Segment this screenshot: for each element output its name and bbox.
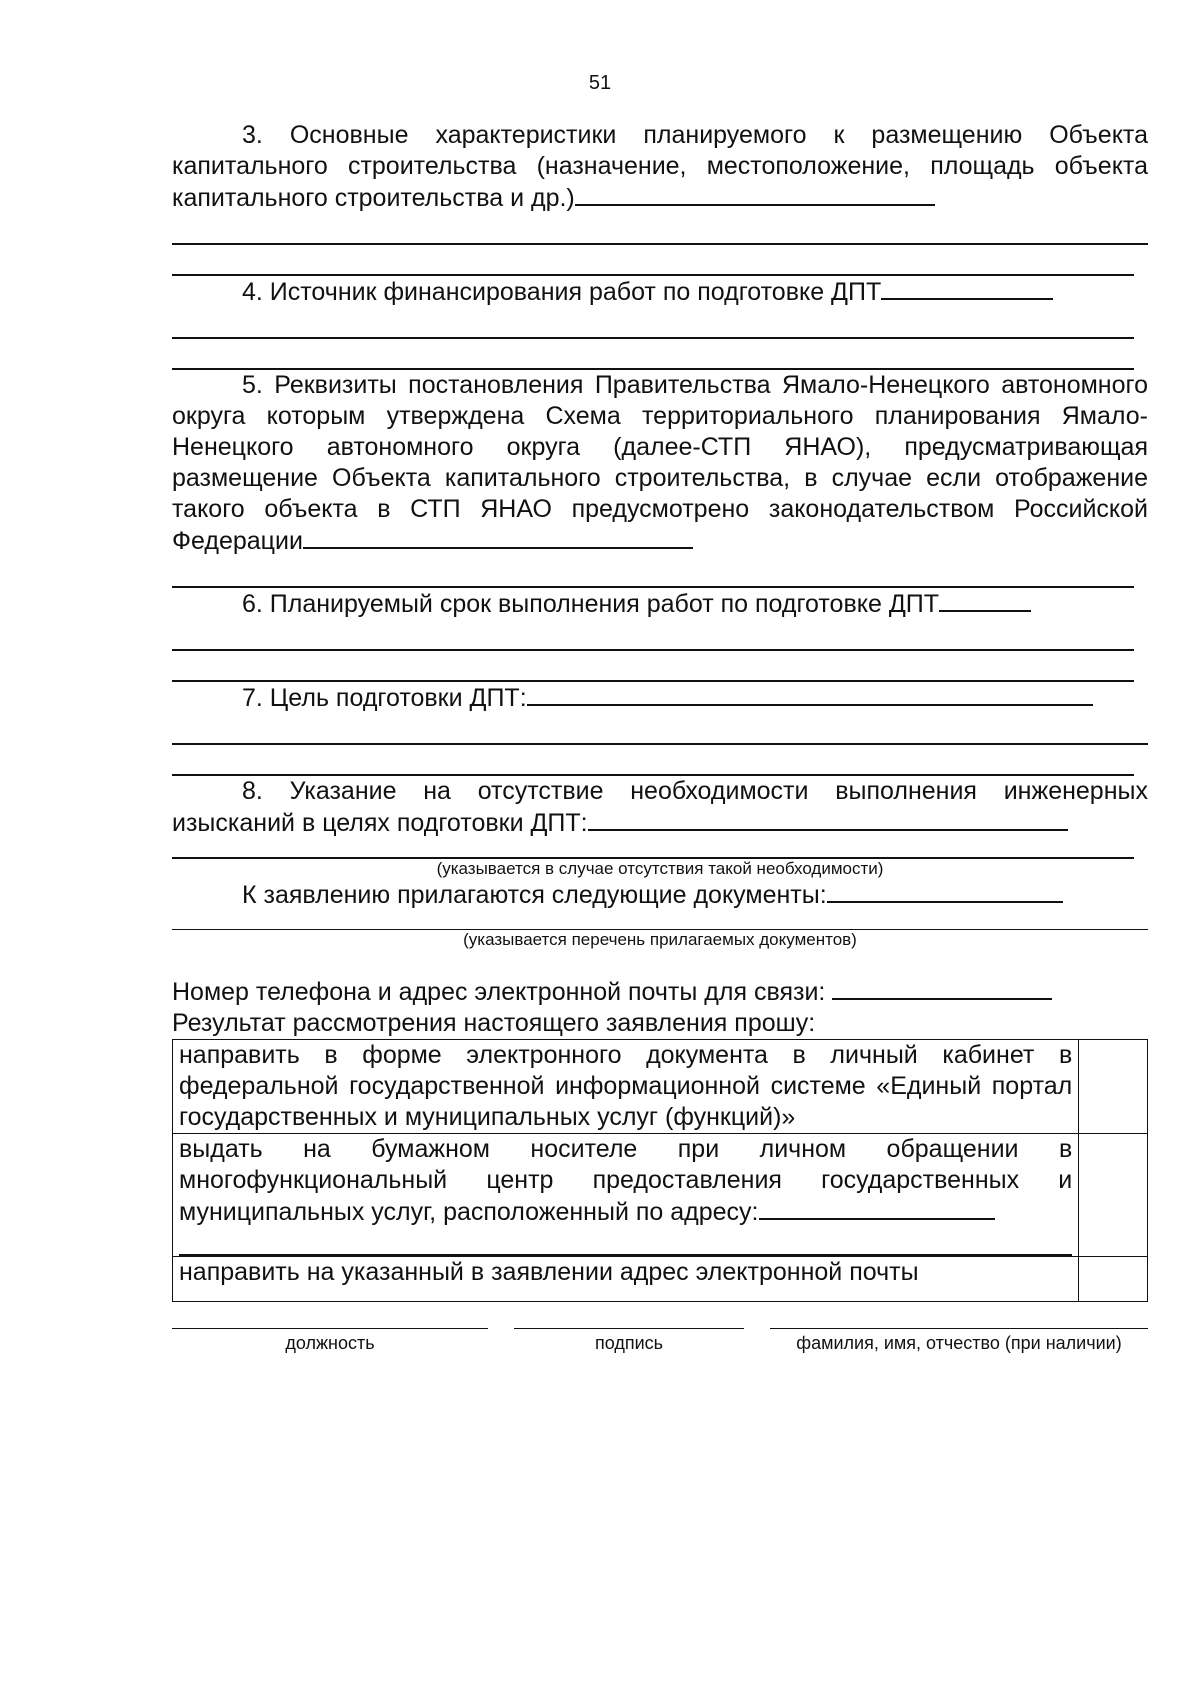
section-8 xyxy=(172,776,1148,839)
delivery-options-table xyxy=(172,1039,1148,1302)
page-number: 51 xyxy=(588,72,612,94)
section-3-field[interactable] xyxy=(575,182,935,206)
section-5-field[interactable] xyxy=(303,525,693,549)
section-8-text: 8. Указание на отсутствие необходимости выполнения инженерных изысканий в целях подготовки ДПТ: xyxy=(172,777,1148,837)
section-5 xyxy=(172,370,1148,557)
section-4-line[interactable] xyxy=(172,339,1134,370)
position-label: должность xyxy=(285,1333,375,1353)
full-name-field[interactable] xyxy=(770,1328,1148,1355)
section-7-text: 7. Цель подготовки ДПТ: xyxy=(242,684,527,712)
signature-label: подпись xyxy=(594,1333,664,1353)
option-checkbox[interactable] xyxy=(1079,1134,1148,1257)
option-text: направить на указанный в заявлении адрес электронной почты xyxy=(173,1257,1079,1302)
section-4-line[interactable] xyxy=(172,308,1134,339)
result-text: Результат рассмотрения настоящего заявления прошу: xyxy=(172,1009,816,1037)
option-row xyxy=(173,1257,1148,1302)
attachments xyxy=(172,879,1148,911)
section-6-line[interactable] xyxy=(172,651,1134,682)
application-form xyxy=(172,120,1148,1355)
option-text: направить в форме электронного документа в личный кабинет в федеральной государственной информационной системе «Единый портал государственных и муниципальных услуг (функций)» xyxy=(173,1040,1079,1134)
section-6-line[interactable] xyxy=(172,620,1134,651)
contact-text: Номер телефона и адрес электронной почты для связи: xyxy=(172,978,826,1006)
signature-field[interactable] xyxy=(514,1328,744,1355)
position-field[interactable] xyxy=(172,1328,488,1355)
section-7-line[interactable] xyxy=(172,745,1134,776)
option-row xyxy=(173,1134,1148,1257)
section-7 xyxy=(172,682,1148,714)
contact-line xyxy=(172,976,1148,1008)
section-6 xyxy=(172,588,1148,620)
section-3 xyxy=(172,120,1148,214)
section-7-field[interactable] xyxy=(527,682,1093,706)
section-4-text: 4. Источник финансирования работ по подготовке ДПТ xyxy=(242,278,882,306)
attachments-field[interactable] xyxy=(827,879,1063,903)
attachments-hint: (указывается перечень прилагаемых документов) xyxy=(463,930,857,949)
section-8-field[interactable] xyxy=(588,807,1068,831)
section-4-field[interactable] xyxy=(881,276,1053,300)
full-name-label: фамилия, имя, отчество (при наличии) xyxy=(796,1333,1122,1353)
section-7-line[interactable] xyxy=(172,714,1148,745)
option-checkbox[interactable] xyxy=(1079,1040,1148,1134)
section-6-text: 6. Планируемый срок выполнения работ по подготовке ДПТ xyxy=(242,590,939,618)
section-5-line[interactable] xyxy=(172,557,1134,588)
attachments-text: К заявлению прилагаются следующие документы: xyxy=(242,881,827,909)
option-cell xyxy=(173,1134,1079,1257)
section-8-hint: (указывается в случае отсутствия такой необходимости) xyxy=(436,859,884,878)
attachments-line[interactable] xyxy=(172,911,1148,930)
option-text: выдать на бумажном носителе при личном обращении в многофункциональный центр предоставления государственных и муниципальных услуг, расположенный по адресу: xyxy=(179,1135,1073,1226)
address-field[interactable] xyxy=(759,1196,995,1220)
section-8-line[interactable] xyxy=(172,839,1134,859)
section-5-text: 5. Реквизиты постановления Правительства Ямало-Ненецкого автономного округа которым утверждена Схема территориального планирования Ямало-Ненецкого автономного округа (далее-СТП ЯНАО), предусматривающая размещение Объекта капитального строительства, в случае если отображение такого объекта в СТП ЯНАО предусмотрено законодательством Российской Федерации xyxy=(172,371,1148,555)
option-checkbox[interactable] xyxy=(1079,1257,1148,1302)
section-4 xyxy=(172,276,1148,308)
section-3-line[interactable] xyxy=(172,214,1148,245)
section-6-field[interactable] xyxy=(939,588,1031,612)
contact-field[interactable] xyxy=(832,976,1052,1000)
signature-block xyxy=(172,1328,1148,1355)
section-3-text: 3. Основные характеристики планируемого к размещению Объекта капитального строительства (назначение, местоположение, площадь объекта капитального строительства и др.) xyxy=(172,121,1148,212)
address-line[interactable] xyxy=(179,1228,1072,1256)
section-3-line[interactable] xyxy=(172,245,1134,276)
option-row xyxy=(173,1040,1148,1134)
